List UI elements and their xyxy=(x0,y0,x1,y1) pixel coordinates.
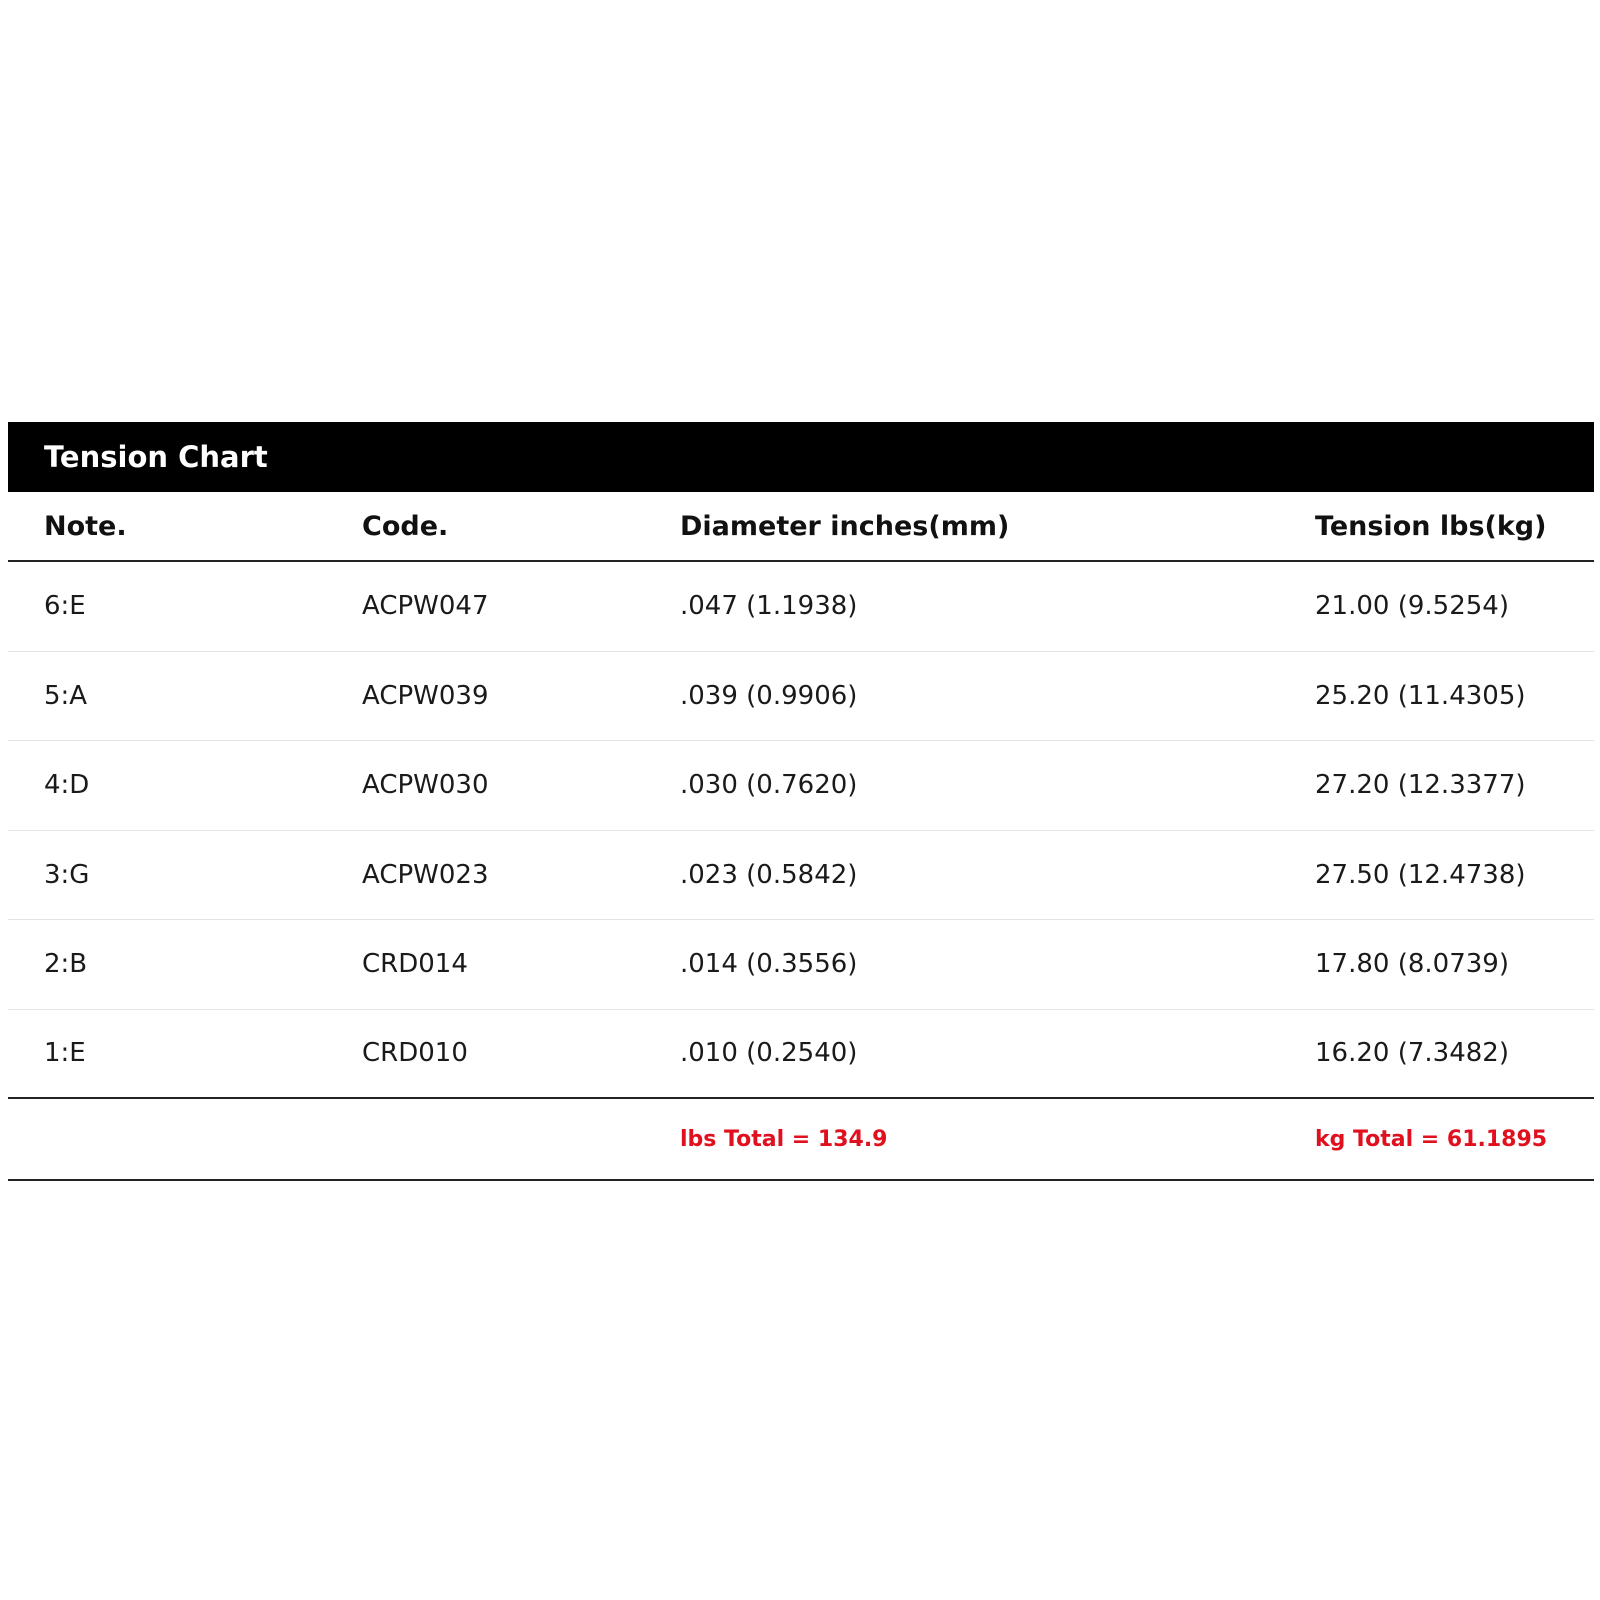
column-header-code: Code. xyxy=(362,510,449,542)
table-title: Tension Chart xyxy=(44,440,268,474)
cell-tension: 21.00 (9.5254) xyxy=(1315,591,1509,622)
cell-note: 6:E xyxy=(44,591,86,622)
table-title-bar xyxy=(8,422,1594,492)
cell-note: 5:A xyxy=(44,680,88,711)
table-row xyxy=(8,652,1594,742)
cell-diameter: .039 (0.9906) xyxy=(680,680,858,711)
cell-tension: 16.20 (7.3482) xyxy=(1315,1038,1509,1069)
kg-total: kg Total = 61.1895 xyxy=(1315,1126,1548,1152)
cell-note: 1:E xyxy=(44,1038,86,1069)
table-row xyxy=(8,920,1594,1010)
totals-row xyxy=(8,1099,1594,1181)
table-row xyxy=(8,741,1594,831)
cell-note: 2:B xyxy=(44,949,88,980)
table-row xyxy=(8,831,1594,921)
cell-diameter: .010 (0.2540) xyxy=(680,1038,858,1069)
cell-tension: 17.80 (8.0739) xyxy=(1315,949,1509,980)
table-row xyxy=(8,562,1594,652)
cell-note: 4:D xyxy=(44,770,90,801)
cell-tension: 25.20 (11.4305) xyxy=(1315,680,1526,711)
cell-code: ACPW030 xyxy=(362,770,489,801)
cell-code: CRD010 xyxy=(362,1038,468,1069)
cell-diameter: .047 (1.1938) xyxy=(680,591,858,622)
cell-diameter: .014 (0.3556) xyxy=(680,949,858,980)
column-header-diameter: Diameter inches(mm) xyxy=(680,510,1010,542)
cell-code: CRD014 xyxy=(362,949,468,980)
cell-code: ACPW023 xyxy=(362,859,489,890)
cell-code: ACPW047 xyxy=(362,591,489,622)
tension-chart-table xyxy=(8,422,1594,1181)
cell-diameter: .030 (0.7620) xyxy=(680,770,858,801)
cell-note: 3:G xyxy=(44,859,90,890)
lbs-total: lbs Total = 134.9 xyxy=(680,1126,888,1152)
cell-code: ACPW039 xyxy=(362,680,489,711)
table-header-row xyxy=(8,492,1594,562)
cell-diameter: .023 (0.5842) xyxy=(680,859,858,890)
cell-tension: 27.50 (12.4738) xyxy=(1315,859,1526,890)
cell-tension: 27.20 (12.3377) xyxy=(1315,770,1526,801)
column-header-note: Note. xyxy=(44,510,127,542)
column-header-tension: Tension lbs(kg) xyxy=(1315,510,1547,542)
table-row xyxy=(8,1010,1594,1100)
